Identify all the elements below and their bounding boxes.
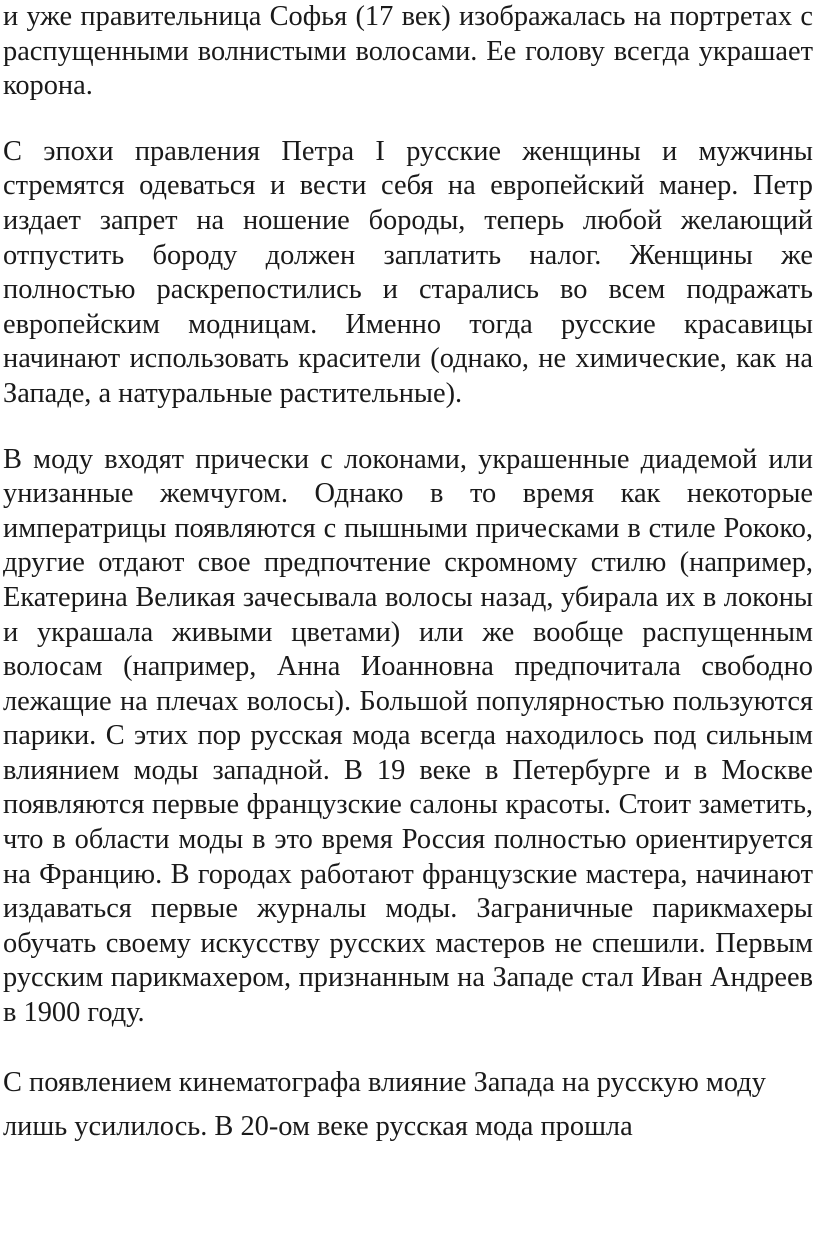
paragraph-hairstyles: В моду входят прически с локонами, украшенные диадемой или унизанные жемчугом. Однако в то время как некоторые императрицы появляются с пышными прическами в стиле Рококо, другие отдают свое предпочтение скромному стилю (например, Екатерина Великая зачесывала волосы назад, убирала их в локоны и украшала живыми цветами) или же вообще распущенным волосам (например, Анна Иоанновна предпочитала свободно лежащие на плечах волосы). Большой популярностью пользуются парики. С этих пор русская мода всегда находилось под сильным влиянием моды западной. В 19 веке в Петербурге и в Москве появляются первые французские салоны красоты. Стоит заметить, что в области моды в это время Россия полностью ориентируется на Францию. В городах работают французские мастера, начинают издаваться первые журналы моды. Заграничные парикмахеры обучать своему искусству русских мастеров не спешили. Первым русским парикмахером, признанным на Западе стал Иван Андреев в 1900 году.: [3, 443, 813, 1029]
paragraph-peter-the-great: С эпохи правления Петра I русские женщины и мужчины стремятся одеваться и вести себя на европейский манер. Петр издает запрет на ношение бороды, теперь любой желающий отпустить бороду должен заплатить налог. Женщины же полностью раскрепостились и старались во всем подражать европейским модницам. Именно тогда русские красавицы начинают использовать красители (однако, не химические, как на Западе, а натуральные растительные).: [3, 135, 813, 409]
paragraph-cinema: С появлением кинематографа влияние Запада на русскую моду лишь усилилось. В 20-ом веке русская мода прошла: [3, 1066, 766, 1142]
paragraph-sofia: и уже правительница Софья (17 век) изображалась на портретах с распущенными волнистыми волосами. Ее голову всегда украшает корона.: [3, 1, 813, 102]
document-page: [3, 0, 813, 1149]
